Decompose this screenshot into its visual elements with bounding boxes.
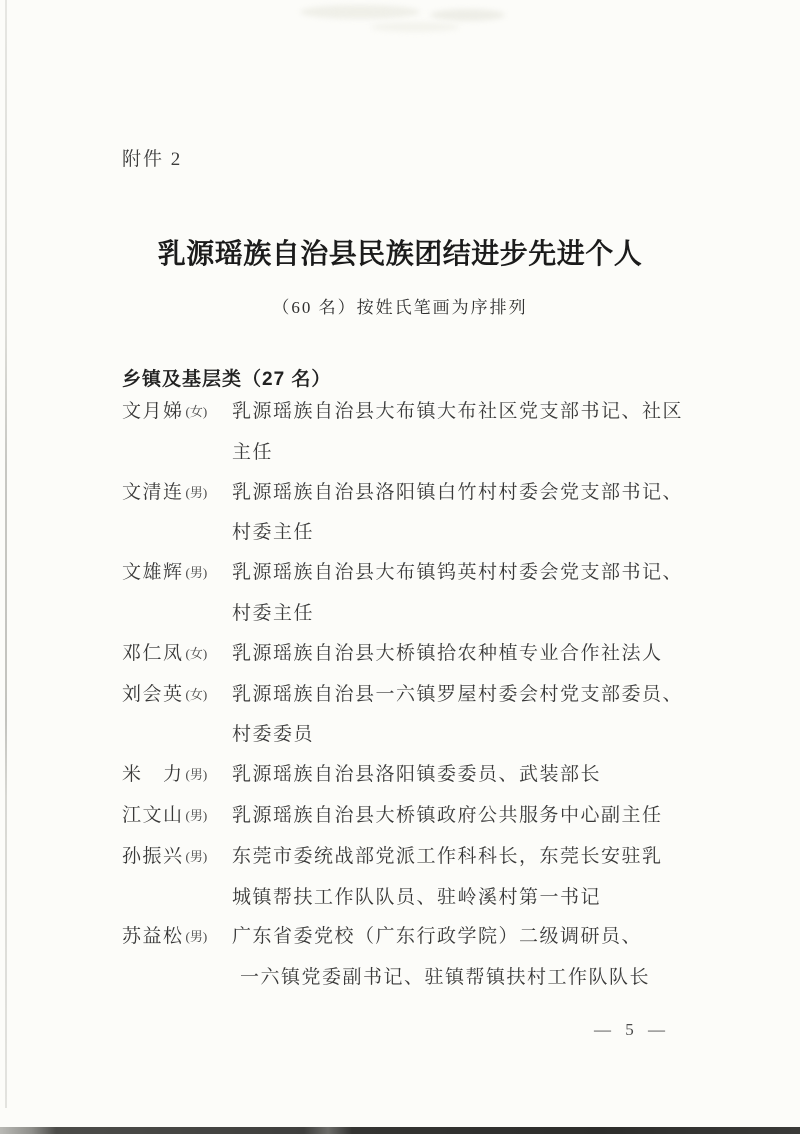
name-column bbox=[122, 675, 232, 716]
person-title-continued: 主任 bbox=[232, 441, 274, 463]
person-title: 广东省委党校（广东行政学院）二级调研员、 bbox=[232, 926, 643, 948]
list-item bbox=[122, 553, 702, 634]
list-item bbox=[122, 473, 702, 554]
person-title: 乳源瑶族自治县大桥镇拾农种植专业合作社法人 bbox=[232, 642, 663, 664]
list-item bbox=[122, 634, 702, 675]
person-title: 乳源瑶族自治县大布镇大布社区党支部书记、社区 bbox=[232, 401, 684, 422]
person-title: 乳源瑶族自治县大桥镇政府公共服务中心副主任 bbox=[232, 804, 663, 826]
awardee-list bbox=[122, 392, 702, 998]
name-column bbox=[122, 392, 232, 433]
person-title: 乳源瑶族自治县洛阳镇委委员、武装部长 bbox=[232, 764, 602, 786]
person-title-continued: 城镇帮扶工作队队员、驻岭溪村第一书记 bbox=[232, 886, 602, 908]
attachment-label: 附件 2 bbox=[122, 149, 183, 170]
gender-marker: (男) bbox=[185, 565, 208, 581]
name-column bbox=[122, 473, 232, 514]
gender-marker: (男) bbox=[185, 848, 208, 864]
person-name: 米 力 bbox=[122, 764, 184, 786]
list-item bbox=[122, 392, 702, 473]
person-title-continued: 村委委员 bbox=[232, 724, 315, 746]
scan-smudge bbox=[430, 9, 505, 21]
name-column bbox=[122, 755, 232, 796]
list-item bbox=[122, 917, 702, 998]
scan-smudge bbox=[300, 5, 420, 19]
person-name: 邓仁凤 bbox=[122, 642, 184, 664]
person-name: 文清连 bbox=[122, 481, 184, 503]
person-title-continued: 村委主任 bbox=[232, 602, 315, 624]
scan-smudge bbox=[370, 22, 460, 32]
person-name: 江文山 bbox=[122, 804, 184, 826]
person-title: 乳源瑶族自治县洛阳镇白竹村村委会党支部书记、 bbox=[232, 481, 684, 503]
person-title: 乳源瑶族自治县大布镇钨英村村委会党支部书记、 bbox=[232, 562, 684, 584]
gender-marker: (男) bbox=[185, 807, 208, 823]
person-title: 东莞市委统战部党派工作科科长，东莞长安驻乳 bbox=[232, 845, 663, 867]
list-item bbox=[122, 675, 702, 756]
list-item bbox=[122, 755, 702, 796]
person-title-continued: 村委主任 bbox=[232, 522, 315, 544]
person-name: 苏益松 bbox=[122, 926, 184, 948]
scan-bottom-edge bbox=[0, 1127, 800, 1134]
list-item bbox=[122, 796, 702, 837]
gender-marker: (男) bbox=[185, 484, 208, 500]
gender-marker: (女) bbox=[185, 686, 208, 702]
person-title: 乳源瑶族自治县一六镇罗屋村委会村党支部委员、 bbox=[232, 683, 684, 705]
scan-edge-line bbox=[5, 0, 7, 1108]
person-name: 孙振兴 bbox=[122, 845, 184, 867]
gender-marker: (男) bbox=[185, 929, 208, 945]
name-column bbox=[122, 837, 232, 878]
person-name: 刘会英 bbox=[122, 683, 184, 705]
gender-marker: (男) bbox=[185, 767, 208, 783]
name-column bbox=[122, 917, 232, 958]
name-column bbox=[122, 553, 232, 594]
section-heading: 乡镇及基层类（27 名） bbox=[122, 369, 332, 390]
document-subtitle: （60 名）按姓氏笔画为序排列 bbox=[272, 298, 528, 317]
gender-marker: (女) bbox=[185, 645, 208, 661]
name-column bbox=[122, 634, 232, 675]
person-name: 文雄辉 bbox=[122, 562, 184, 584]
name-column bbox=[122, 796, 232, 837]
page-number: — 5 — bbox=[594, 1020, 670, 1039]
list-item bbox=[122, 837, 702, 918]
document-title: 乳源瑶族自治县民族团结进步先进个人 bbox=[157, 238, 643, 269]
person-name: 文月娣 bbox=[122, 401, 184, 422]
person-title-continued: 一六镇党委副书记、驻镇帮镇扶村工作队队长 bbox=[240, 967, 651, 989]
gender-marker: (女) bbox=[185, 404, 208, 419]
